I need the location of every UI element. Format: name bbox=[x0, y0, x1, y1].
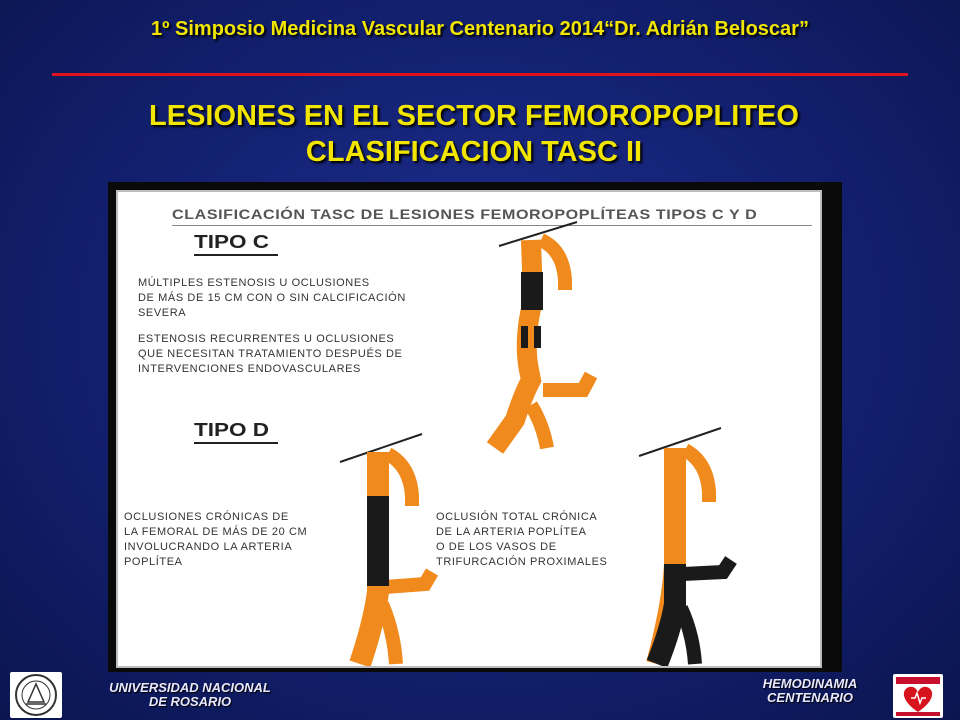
tipo-d-popliteal-artery-diagram bbox=[623, 424, 753, 664]
tipo-d-description-1: OCLUSIONES CRÓNICAS DE LA FEMORAL DE MÁS DE 20 CM INVOLUCRANDO LA ARTERIA POPLÍTEA bbox=[124, 511, 308, 568]
tipo-d-description-2: OCLUSIÓN TOTAL CRÓNICA DE LA ARTERIA POPLÍTEA O DE LOS VASOS DE TRIFURCACIÓN PROXIMALES bbox=[436, 511, 608, 568]
slide-title-line1: LESIONES EN EL SECTOR FEMOROPOPLITEO bbox=[149, 100, 799, 132]
tasc-figure bbox=[116, 190, 822, 668]
footer-hemodinamia-line2: CENTENARIO bbox=[767, 690, 853, 705]
title-divider bbox=[52, 73, 908, 76]
figure-heading: CLASIFICACIÓN TASC DE LESIONES FEMOROPOPLÍTEAS TIPOS C Y D bbox=[172, 206, 758, 222]
figure-frame bbox=[108, 182, 842, 672]
heart-logo-icon bbox=[893, 674, 943, 718]
tipo-c-description-2: ESTENOSIS RECURRENTES U OCLUSIONES QUE NECESITAN TRATAMIENTO DESPUÉS DE INTERVENCIONES ENDOVASCULARES bbox=[138, 333, 403, 375]
tipo-c-stenosis-2 bbox=[534, 326, 541, 348]
footer-university-line2: DE ROSARIO bbox=[148, 694, 232, 709]
footer-hemodinamia-line1: HEMODINAMIA bbox=[762, 676, 858, 691]
footer-university bbox=[90, 681, 290, 709]
tipo-d-label: TIPO D bbox=[194, 420, 270, 440]
university-seal-icon bbox=[10, 672, 62, 718]
tipo-c-stenosis-1 bbox=[521, 326, 528, 348]
tipo-d-underline bbox=[194, 442, 278, 444]
footer-hemodinamia bbox=[740, 677, 880, 705]
slide-title bbox=[0, 98, 948, 170]
footer-university-line1: UNIVERSIDAD NACIONAL bbox=[109, 680, 271, 695]
tipo-c-underline bbox=[194, 254, 278, 256]
tipo-d-femoral-occlusion bbox=[367, 496, 389, 586]
tipo-c-description-1: MÚLTIPLES ESTENOSIS U OCLUSIONES DE MÁS DE 15 CM CON O SIN CALCIFICACIÓN SEVERA bbox=[138, 277, 406, 319]
conference-title: 1º Simposio Medicina Vascular Centenario 2014“Dr. Adrián Beloscar” bbox=[151, 18, 809, 40]
tipo-d-femoral-artery-diagram bbox=[330, 432, 450, 664]
slide-title-line2: CLASIFICACION TASC II bbox=[305, 136, 643, 168]
tipo-c-artery-diagram bbox=[473, 220, 623, 450]
tipo-c-occlusion-1 bbox=[521, 272, 543, 310]
tipo-c-label: TIPO C bbox=[194, 232, 270, 252]
